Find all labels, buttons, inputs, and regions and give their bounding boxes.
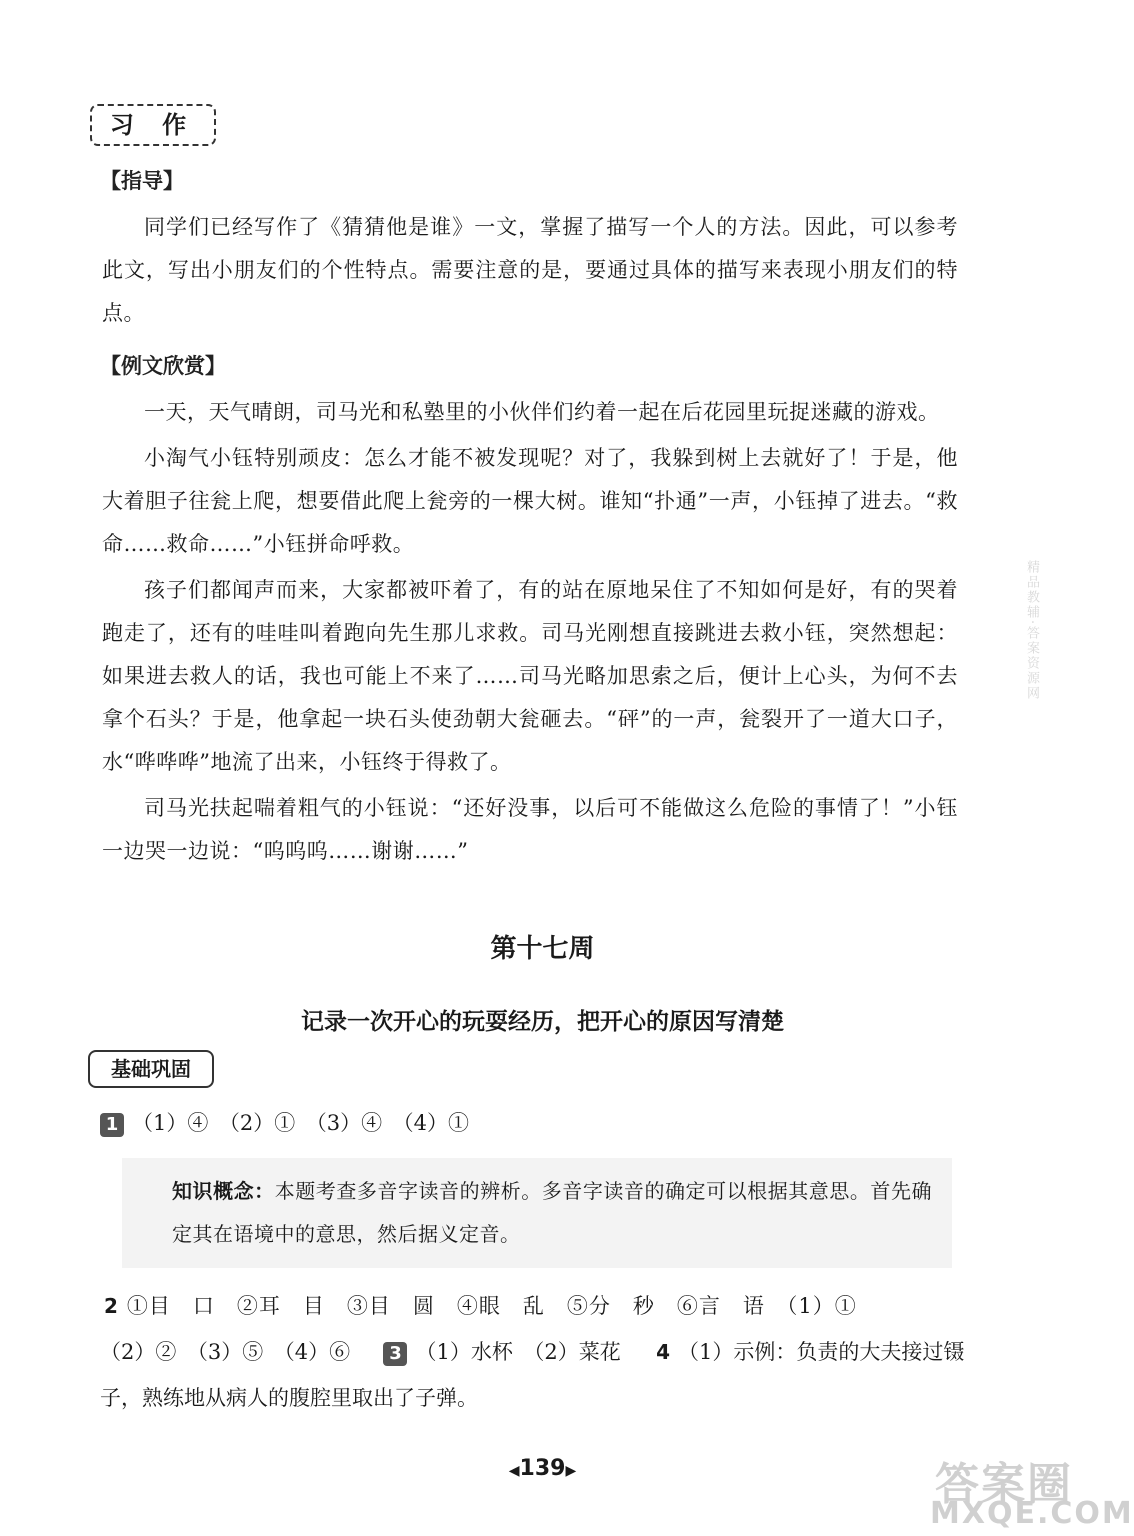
left-arrow-icon: ◀ — [508, 1463, 520, 1479]
week-subtitle: 记录一次开心的玩耍经历，把开心的原因写清楚 — [301, 1009, 784, 1035]
knowledge-note — [122, 1158, 952, 1268]
knowledge-note-text: 本题考查多音字读音的辨析。多音字读音的确定可以根据其意思。首先确定其在语境中的意思，然后据义定音。 — [172, 1179, 933, 1246]
answer-2-text-line-2: （2）② （3）⑤ （4）⑥ — [100, 1340, 351, 1364]
answer-2-text-line-1: ①目 口 ②耳 目 ③目 圆 ④眼 乱 ⑤分 秒 ⑥言 语 （1）① — [126, 1294, 857, 1318]
example-paragraph-2: 小淘气小钰特别顽皮：怎么才能不被发现呢？对了，我躲到树上去就好了！于是，他大着胆子往瓮上爬，想要借此爬上瓮旁的一棵大树。谁知“扑通”一声，小钰掉了进去。“救命……救命……”小钰拼命呼救。 — [102, 446, 958, 556]
guide-label: 【指导】 — [100, 169, 184, 193]
writing-heading-text: 习 作 — [109, 111, 197, 139]
example-paragraph-3: 孩子们都闻声而来，大家都被吓着了，有的站在原地呆住了不知如何是好，有的哭着跑走了，还有的哇哇叫着跑向先生那儿求救。司马光刚想直接跳进去救小钰，突然想起：如果进去救人的话，我也可能上不来了……司马光略加思索之后，便计上心头，为何不去拿个石头？于是，他拿起一块石头使劲朝大瓮砸去。“砰”的一声，瓮裂开了一道大口子，水“哗哗哗”地流了出来，小钰终于得救了。 — [102, 578, 958, 774]
watermark-url: MXQE.COM — [930, 1496, 1134, 1531]
answer-2-line-1 — [104, 1290, 857, 1320]
answer-4-text: （1）示例：负责的大夫接过镊 — [678, 1340, 965, 1364]
watermark-logo: 答案圈 — [935, 1459, 1073, 1510]
page-number-text: 139 — [519, 1456, 566, 1481]
page-number — [0, 1456, 1085, 1481]
week-title: 第十七周 — [490, 934, 595, 964]
example-label: 【例文欣赏】 — [100, 354, 226, 378]
right-arrow-icon: ▶ — [565, 1463, 577, 1479]
question-number-badge: 1 — [100, 1113, 124, 1137]
example-essay — [102, 391, 958, 873]
answer-1 — [100, 1107, 469, 1137]
example-paragraph-4: 司马光扶起喘着粗气的小钰说：“还好没事，以后可不能做这么危险的事情了！”小钰一边哭一边说：“呜呜呜……谢谢……” — [102, 796, 958, 863]
question-number-badge: 3 — [383, 1342, 407, 1366]
knowledge-note-body — [172, 1170, 932, 1256]
answer-1-text: （1）④ （2）① （3）④ （4）① — [132, 1111, 469, 1135]
side-watermark: 精品教辅·答案资源网 — [1024, 560, 1039, 702]
answer-4-line-2: 子，熟练地从病人的腹腔里取出了子弹。 — [100, 1386, 478, 1410]
answer-2-line-2 — [100, 1336, 964, 1366]
knowledge-note-label: 知识概念： — [172, 1179, 275, 1203]
writing-heading — [90, 104, 216, 146]
guide-paragraph: 同学们已经写作了《猜猜他是谁》一文，掌握了描写一个人的方法。因此，可以参考此文，写出小朋友们的个性特点。需要注意的是，要通过具体的描写来表现小朋友们的特点。 — [102, 215, 958, 325]
question-number: 2 — [104, 1294, 119, 1318]
section-label: 基础巩固 — [111, 1057, 191, 1081]
answer-3-text: （1）水杯 （2）菜花 — [415, 1340, 621, 1364]
question-number: 4 — [656, 1340, 670, 1364]
example-paragraph-1: 一天，天气晴朗，司马光和私塾里的小伙伴们约着一起在后花园里玩捉迷藏的游戏。 — [144, 400, 940, 424]
section-label-box — [88, 1050, 214, 1088]
